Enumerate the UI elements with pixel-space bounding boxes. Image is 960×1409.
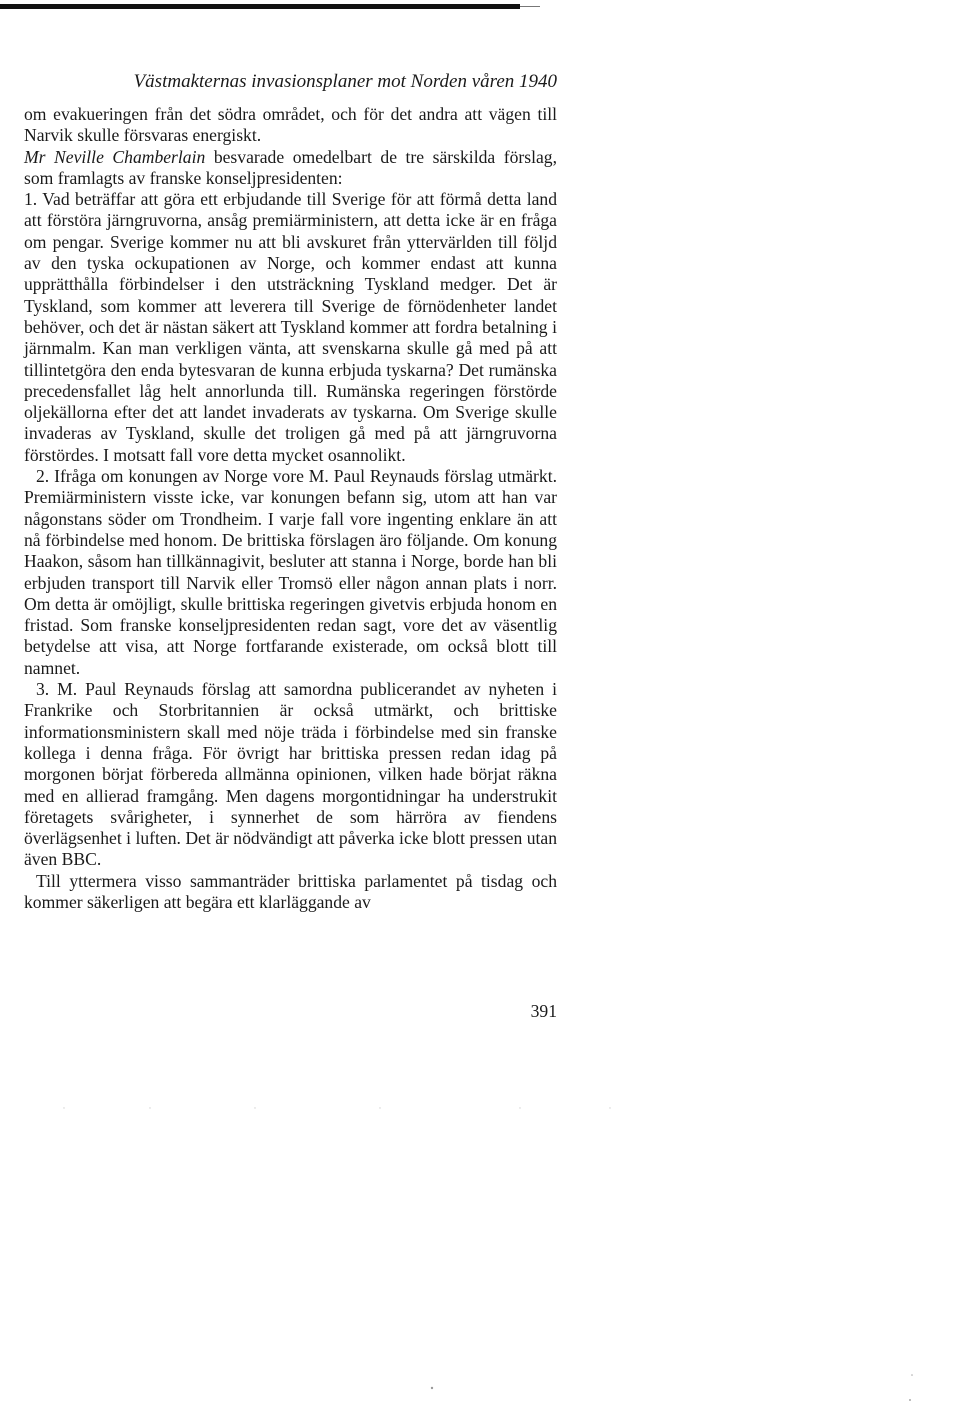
book-page <box>24 70 557 913</box>
page-number: 391 <box>530 1001 557 1021</box>
paragraph-point-1: 1. Vad beträffar att göra ett erbjudande till Sverige för att förmå detta land att förstöra järngruvorna, ansåg premiärministern, att detta icke är en fråga om pengar. Sverige kommer nu att bli avskuret från yttervärlden till följd av den tyska ockupationen av Norge, och kommer endast att kunna upprätthålla förbindelser i den utsträckning Tyskland medger. Det är Tyskland, som kommer att leverera till Sverige de förnödenheter landet behöver, och det är nästan säkert att Tyskland kommer att fordra betalning i järnmalm. Kan man verkligen vänta, att svenskarna skulle gå med på att tillintetgöra den enda bytesvaran de kunna erbjuda tyskarna? Det rumänska precedensfallet låg helt annorlunda till. Rumänska regeringen förstörde oljekällorna efter det att landet invaderats av tyskarna. Om Sverige skulle invaderas av Tyskland, skulle det troligen gå med på att järngruvorna förstördes. I motsatt fall vore detta mycket osannolikt. <box>24 189 557 465</box>
speaker-name: Mr Neville Chamberlain <box>24 146 206 167</box>
paragraph-chamberlain <box>24 147 557 190</box>
scan-edge-rule-tail <box>520 6 540 7</box>
paragraph-continuation: om evakueringen från det södra området, och för det andra att vägen till Narvik skulle försvaras energiskt. <box>24 104 557 146</box>
paragraph-parliament: Till yttermera visso sammanträder brittiska parlamentet på tisdag och kommer säkerligen att begära ett klarläggande av <box>24 870 557 912</box>
paragraph-chamberlain-text: besvarade omedelbart de tre särskilda förslag, som framlagts av franske konseljpresidenten: <box>24 146 557 188</box>
body-text <box>24 104 557 913</box>
paragraph-point-2: 2. Ifråga om konungen av Norge vore M. Paul Reynauds förslag utmärkt. Premiärministern visste icke, var konungen befann sig, utom att han var någonstans söder om Trondheim. I varje fall vore ingenting enklare än att nå förbindelse med honom. De brittiska förslagen äro följande. Om konung Haakon, såsom han tillkännagivit, besluter att stanna i Norge, borde han bli erbjuden transport till Narvik eller Tromsö eller någon annan plats i norr. Om detta är omöjligt, skulle brittiska regeringen givetvis erbjuda honom en fristad. Som franske konseljpresidenten redan sagt, vore det av väsentlig betydelse att visa, att Norge fortfarande existerade, om också blott till namnet. <box>24 466 557 678</box>
scan-edge-rule <box>0 4 520 9</box>
paragraph-point-3: 3. M. Paul Reynauds förslag att samordna publicerandet av nyheten i Frankrike och Storbritannien är också utmärkt, och brittiske informationsministern skall med nöje träda i förbindelse med sin franske kollega i denna fråga. För övrigt har brittiska pressen redan idag på morgonen börjat förbereda allmänna opinionen, vilken hade börjat räkna med en allierad framgång. Men dagens morgontidningar ha understrukit företagets svårigheter, i synnerhet de som härröra av fiendens överlägsenhet i luften. Det är nödvändigt att påverka icke blott pressen utan även BBC. <box>24 679 557 870</box>
running-head: Västmakternas invasionsplaner mot Norden våren 1940 <box>133 71 557 92</box>
